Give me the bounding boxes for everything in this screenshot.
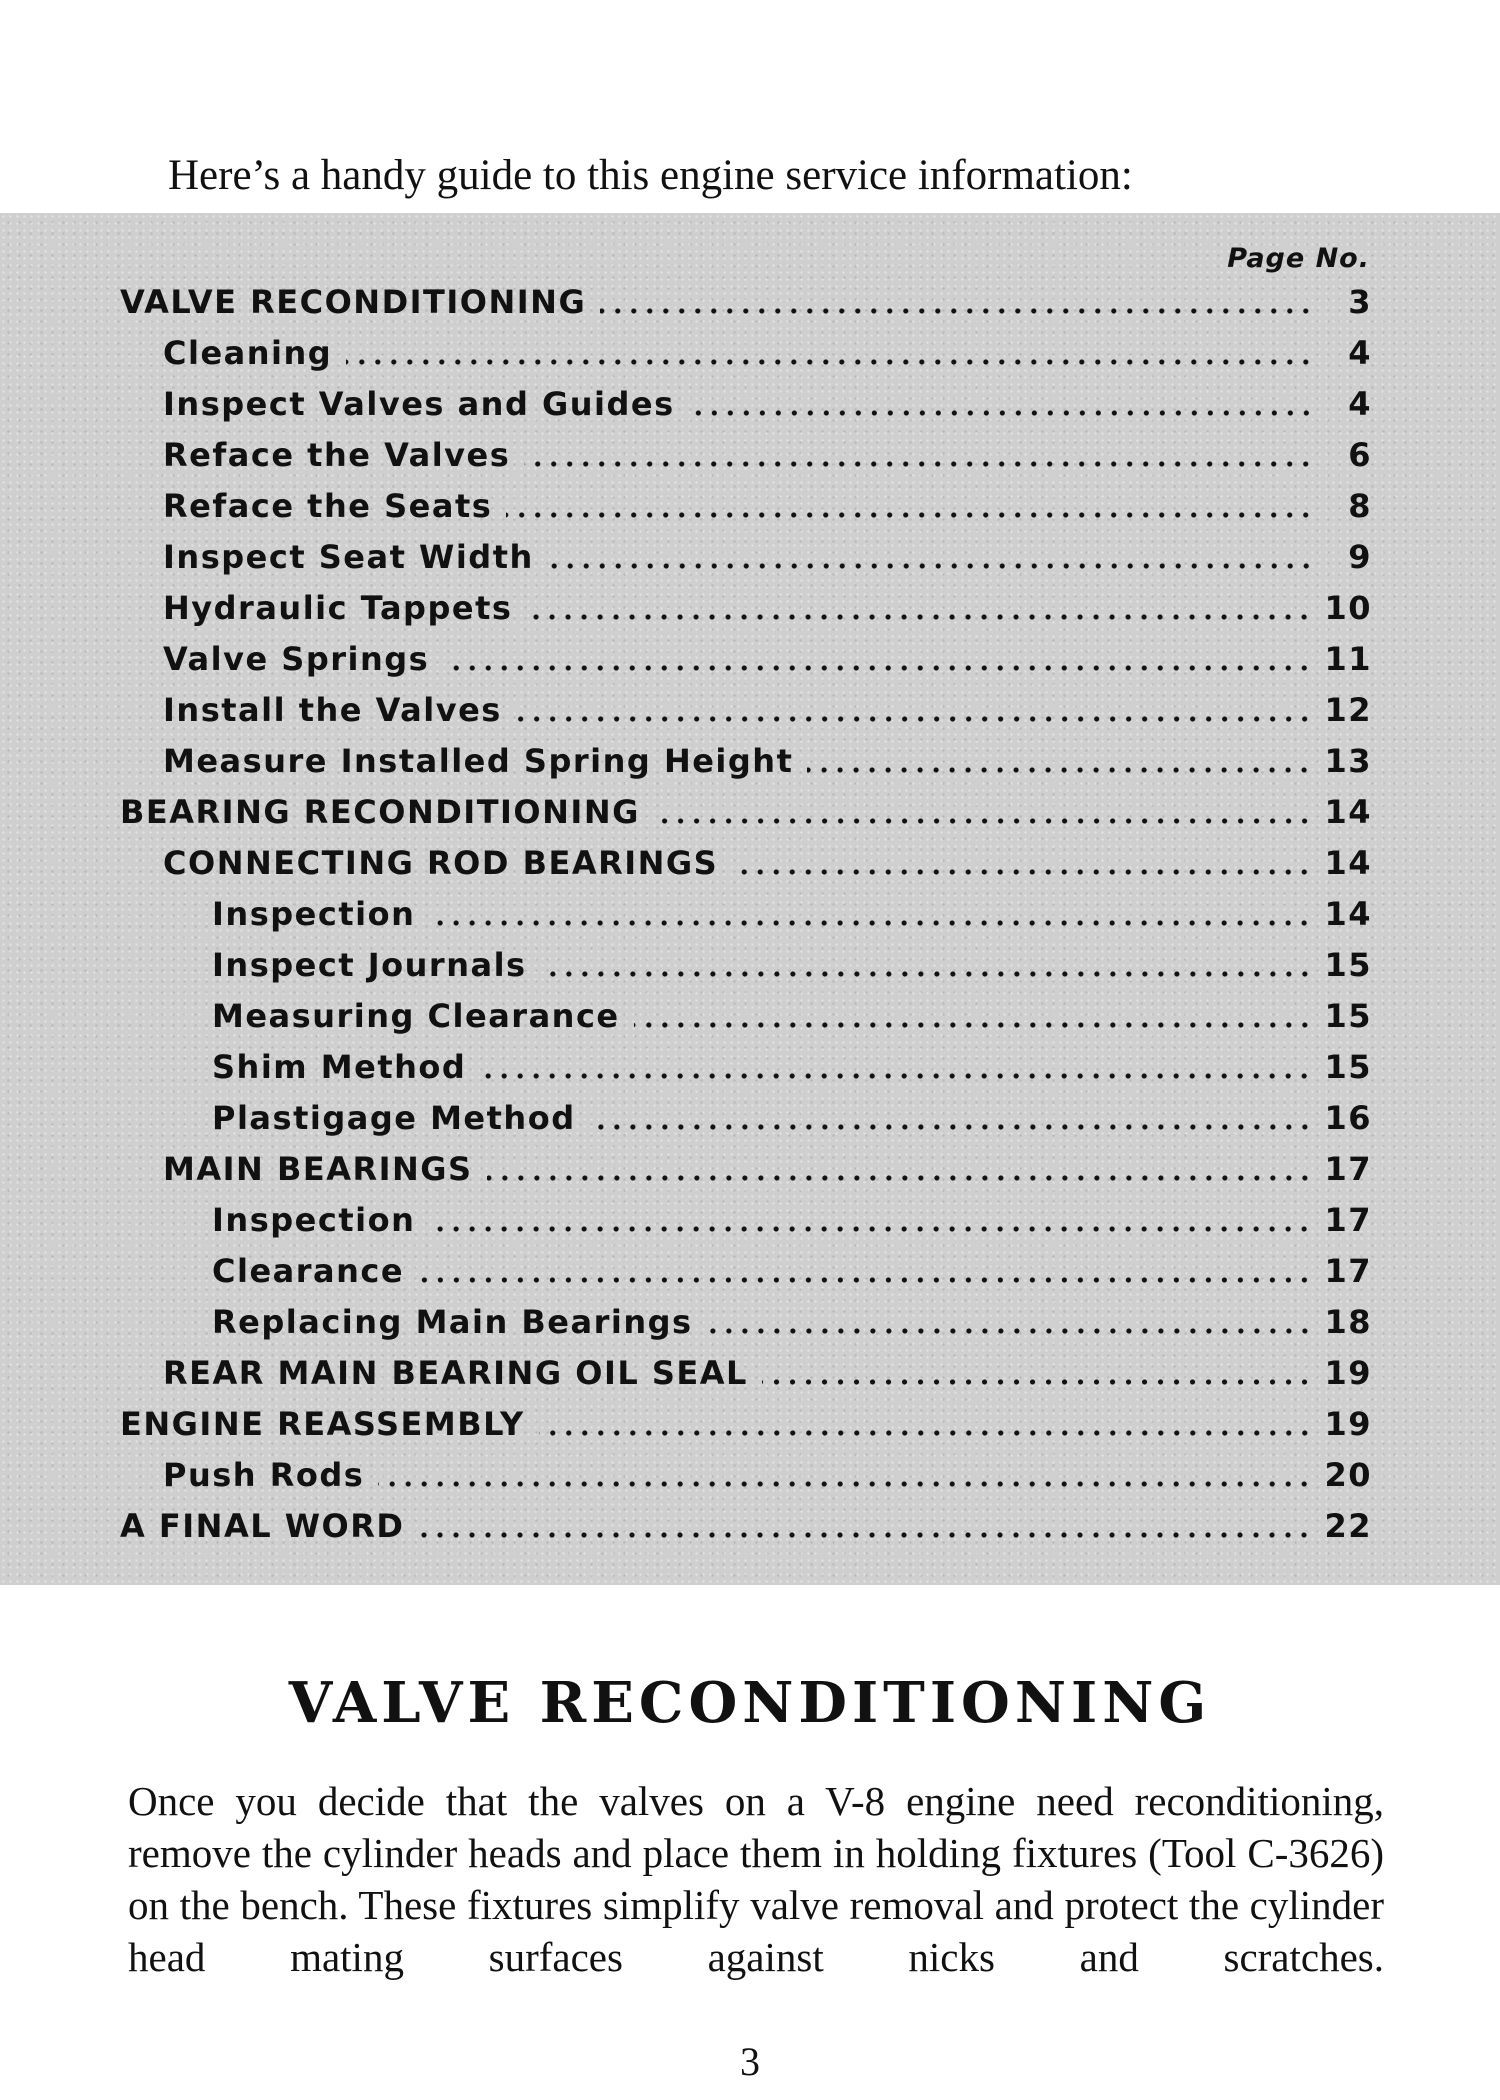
toc-entry-page: 19	[1324, 1404, 1372, 1443]
toc-entry-page: 8	[1348, 486, 1372, 525]
toc-entry-title: Replacing Main Bearings	[212, 1302, 693, 1341]
toc-entry-title: BEARING RECONDITIONING	[120, 792, 640, 831]
toc-entry	[212, 1296, 1372, 1347]
toc-entry-page: 6	[1348, 435, 1372, 474]
toc-entry-page: 15	[1324, 1047, 1372, 1086]
dot-leader	[443, 665, 1312, 671]
dot-leader	[689, 410, 1314, 416]
toc-entry-page: 4	[1348, 333, 1372, 372]
toc-entry	[212, 1194, 1372, 1245]
toc-entry-page: 18	[1324, 1302, 1372, 1341]
dot-leader	[429, 920, 1312, 926]
body-paragraph: Once you decide that the valves on a V-8 engine need reconditioning, remove the cylinder heads and place them in holding fixtures (Tool C-3626) on the bench. These fixtures simplify valve removal and protect the cylinder head mating surfaces against nicks and scratches.	[128, 1778, 1384, 1980]
toc-entry-page: 20	[1324, 1455, 1372, 1494]
toc-entry	[120, 1398, 1372, 1449]
toc-entry	[163, 480, 1372, 531]
toc-entry-title: Reface the Valves	[163, 435, 511, 474]
toc-entry	[120, 1500, 1372, 1551]
toc-entry	[163, 582, 1372, 633]
toc-entry	[163, 1347, 1372, 1398]
toc-entry-page: 17	[1324, 1200, 1372, 1239]
dot-leader	[346, 359, 1314, 365]
toc-entry-page: 13	[1324, 741, 1372, 780]
toc-entry-page: 15	[1324, 945, 1372, 984]
dot-leader	[634, 1022, 1313, 1028]
dot-leader	[418, 1532, 1312, 1538]
dot-leader	[762, 1379, 1313, 1385]
toc-entry	[163, 531, 1372, 582]
toc-entry-title: MAIN BEARINGS	[163, 1149, 473, 1188]
toc-entry-page: 9	[1348, 537, 1372, 576]
dot-leader	[807, 767, 1312, 773]
dot-leader	[600, 308, 1314, 314]
toc-entry-title: Install the Valves	[163, 690, 502, 729]
toc-entry-title: Reface the Seats	[163, 486, 493, 525]
dot-leader	[732, 869, 1312, 875]
toc-entry	[163, 1143, 1372, 1194]
toc-entry-title: Inspect Valves and Guides	[163, 384, 675, 423]
dot-leader	[539, 1430, 1313, 1436]
toc-entry-page: 11	[1324, 639, 1372, 678]
toc-entry-title: Inspection	[212, 1200, 416, 1239]
dot-leader	[378, 1481, 1312, 1487]
dot-leader	[429, 1226, 1312, 1232]
toc-entry-page: 4	[1348, 384, 1372, 423]
dot-leader	[487, 1175, 1313, 1181]
toc-entry-page: 17	[1324, 1149, 1372, 1188]
dot-leader	[506, 512, 1314, 518]
toc-entry	[163, 837, 1372, 888]
intro-text: Here’s a handy guide to this engine service information:	[168, 152, 1133, 199]
dot-leader	[526, 614, 1312, 620]
dot-leader	[541, 971, 1313, 977]
toc-entry-page: 14	[1324, 792, 1372, 831]
toc-entry-title: A FINAL WORD	[120, 1506, 405, 1545]
table-of-contents	[0, 213, 1500, 1585]
toc-entry-title: Valve Springs	[163, 639, 430, 678]
toc-entry-title: REAR MAIN BEARING OIL SEAL	[163, 1353, 748, 1392]
toc-entry-page: 10	[1324, 588, 1372, 627]
dot-leader	[590, 1124, 1313, 1130]
toc-entry-title: CONNECTING ROD BEARINGS	[163, 843, 719, 882]
page-number-column-header: Page No.	[1227, 243, 1370, 274]
toc-entry-title: Clearance	[212, 1251, 405, 1290]
toc-entry-page: 19	[1324, 1353, 1372, 1392]
toc-entry-page: 3	[1348, 282, 1372, 321]
toc-entry	[120, 276, 1372, 327]
toc-entry-page: 15	[1324, 996, 1372, 1035]
toc-entry	[163, 735, 1372, 786]
toc-entry	[212, 888, 1372, 939]
dot-leader	[524, 461, 1314, 467]
toc-entry	[212, 990, 1372, 1041]
toc-entry-title: ENGINE REASSEMBLY	[120, 1404, 525, 1443]
toc-entry-title: Plastigage Method	[212, 1098, 576, 1137]
dot-leader	[418, 1277, 1312, 1283]
section-heading: VALVE RECONDITIONING	[288, 1670, 1212, 1736]
page-number: 3	[740, 2039, 760, 2084]
toc-entry-title: Push Rods	[163, 1455, 365, 1494]
dot-leader	[654, 818, 1313, 824]
toc-entry-title: Inspection	[212, 894, 416, 933]
toc-entry	[120, 786, 1372, 837]
toc-entry	[212, 939, 1372, 990]
toc-entry	[163, 327, 1372, 378]
toc-entry-page: 17	[1324, 1251, 1372, 1290]
toc-entry-title: Inspect Seat Width	[163, 537, 534, 576]
toc-entry	[163, 633, 1372, 684]
toc-entry-title: Inspect Journals	[212, 945, 527, 984]
toc-entry	[163, 429, 1372, 480]
toc-entry-title: Measure Installed Spring Height	[163, 741, 794, 780]
toc-entry-page: 16	[1324, 1098, 1372, 1137]
toc-entry-title: Shim Method	[212, 1047, 467, 1086]
toc-entry-title: Cleaning	[163, 333, 333, 372]
toc-entry-title: Measuring Clearance	[212, 996, 620, 1035]
toc-entry-title: VALVE RECONDITIONING	[120, 282, 587, 321]
toc-entry	[212, 1092, 1372, 1143]
toc-entry	[212, 1245, 1372, 1296]
toc-entry	[163, 378, 1372, 429]
toc-entry	[163, 684, 1372, 735]
dot-leader	[516, 716, 1313, 722]
toc-entry-page: 12	[1324, 690, 1372, 729]
dot-leader	[548, 563, 1314, 569]
toc-entry-page: 22	[1324, 1506, 1372, 1545]
dot-leader	[707, 1328, 1313, 1334]
toc-entry-page: 14	[1324, 894, 1372, 933]
toc-entry	[212, 1041, 1372, 1092]
toc-entry-page: 14	[1324, 843, 1372, 882]
toc-entry	[163, 1449, 1372, 1500]
dot-leader	[480, 1073, 1312, 1079]
toc-entry-title: Hydraulic Tappets	[163, 588, 513, 627]
